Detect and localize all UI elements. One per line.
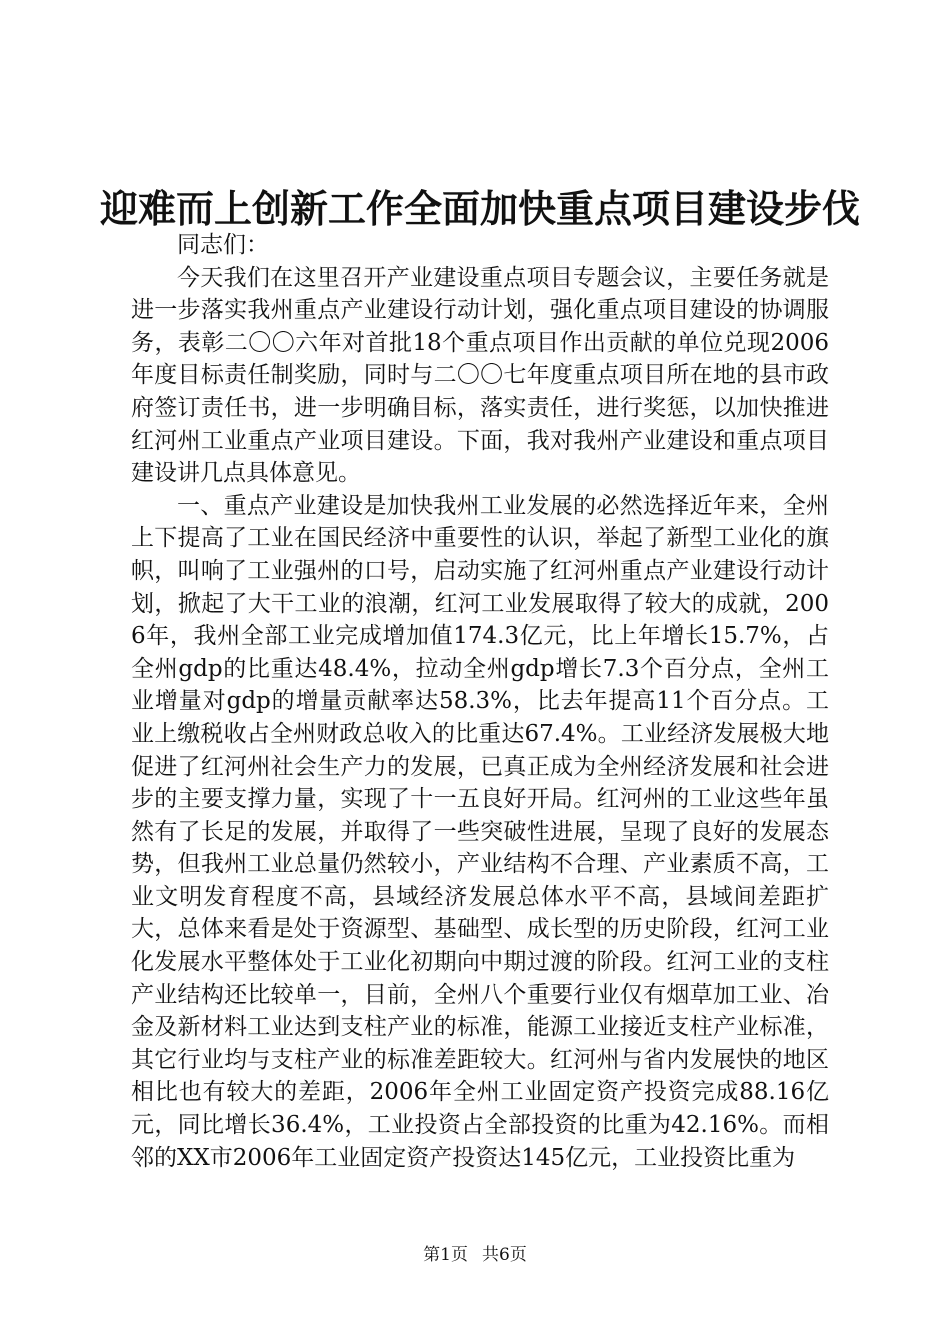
paragraph-2: 一、重点产业建设是加快我州工业发展的必然选择近年来，全州上下提高了工业在国民经济中重要性的认识，举起了新型工业化的旗帜，叫响了工业强州的口号，启动实施了红河州重点产业建设行动计划，掀起了大干工业的浪潮，红河工业发展取得了较大的成就，2006年，我州全部工业完成增加值174.3亿元，比上年增长15.7%，占全州gdp的比重达48.4%，拉动全州gdp增长7.3个百分点，全州工业增量对gdp的增量贡献率达58.3%，比去年提高11个百分点。工业上缴税收占全州财政总收入的比重达67.4%。工业经济发展极大地促进了红河州社会生产力的发展，已真正成为全州经济发展和社会进步的主要支撑力量，实现了十一五良好开局。红河州的工业这些年虽然有了长足的发展，并取得了一些突破性进展，呈现了良好的发展态势，但我州工业总量仍然较小，产业结构不合理、产业素质不高，工业文明发育程度不高，县域经济发展总体水平不高，县域间差距扩大，总体来看是处于资源型、基础型、成长型的历史阶段，红河工业化发展水平整体处于工业化初期向中期过渡的阶段。红河工业的支柱产业结构还比较单一，目前，全州八个重要行业仅有烟草加工业、冶金及新材料工业达到支柱产业的标准，能源工业接近支柱产业标准，其它行业均与支柱产业的标准差距较大。红河州与省内发展快的地区相比也有较大的差距，2006年全州工业固定资产投资完成88.16亿元，同比增长36.4%，工业投资占全部投资的比重为42.16%。而相邻的XX市2006年工业固定资产投资达145亿元，工业投资比重为 xyxy=(131,492,829,1171)
page-number: 第1页 xyxy=(423,1245,468,1265)
document-title: 迎难而上创新工作全面加快重点项目建设步伐 xyxy=(100,186,861,231)
paragraph-1: 今天我们在这里召开产业建设重点项目专题会议，主要任务就是进一步落实我州重点产业建设行动计划，强化重点项目建设的协调服务，表彰二〇〇六年对首批18个重点项目作出贡献的单位兑现2006年度目标责任制奖励，同时与二〇〇七年度重点项目所在地的县市政府签订责任书，进一步明确目标，落实责任，进行奖惩，以加快推进红河州工业重点产业项目建设。下面，我对我州产业建设和重点项目建设讲几点具体意见。 xyxy=(131,264,829,487)
salutation: 同志们： xyxy=(177,232,269,258)
page-total: 共6页 xyxy=(482,1245,527,1265)
document-body xyxy=(131,229,829,1174)
page-footer xyxy=(0,1244,950,1266)
